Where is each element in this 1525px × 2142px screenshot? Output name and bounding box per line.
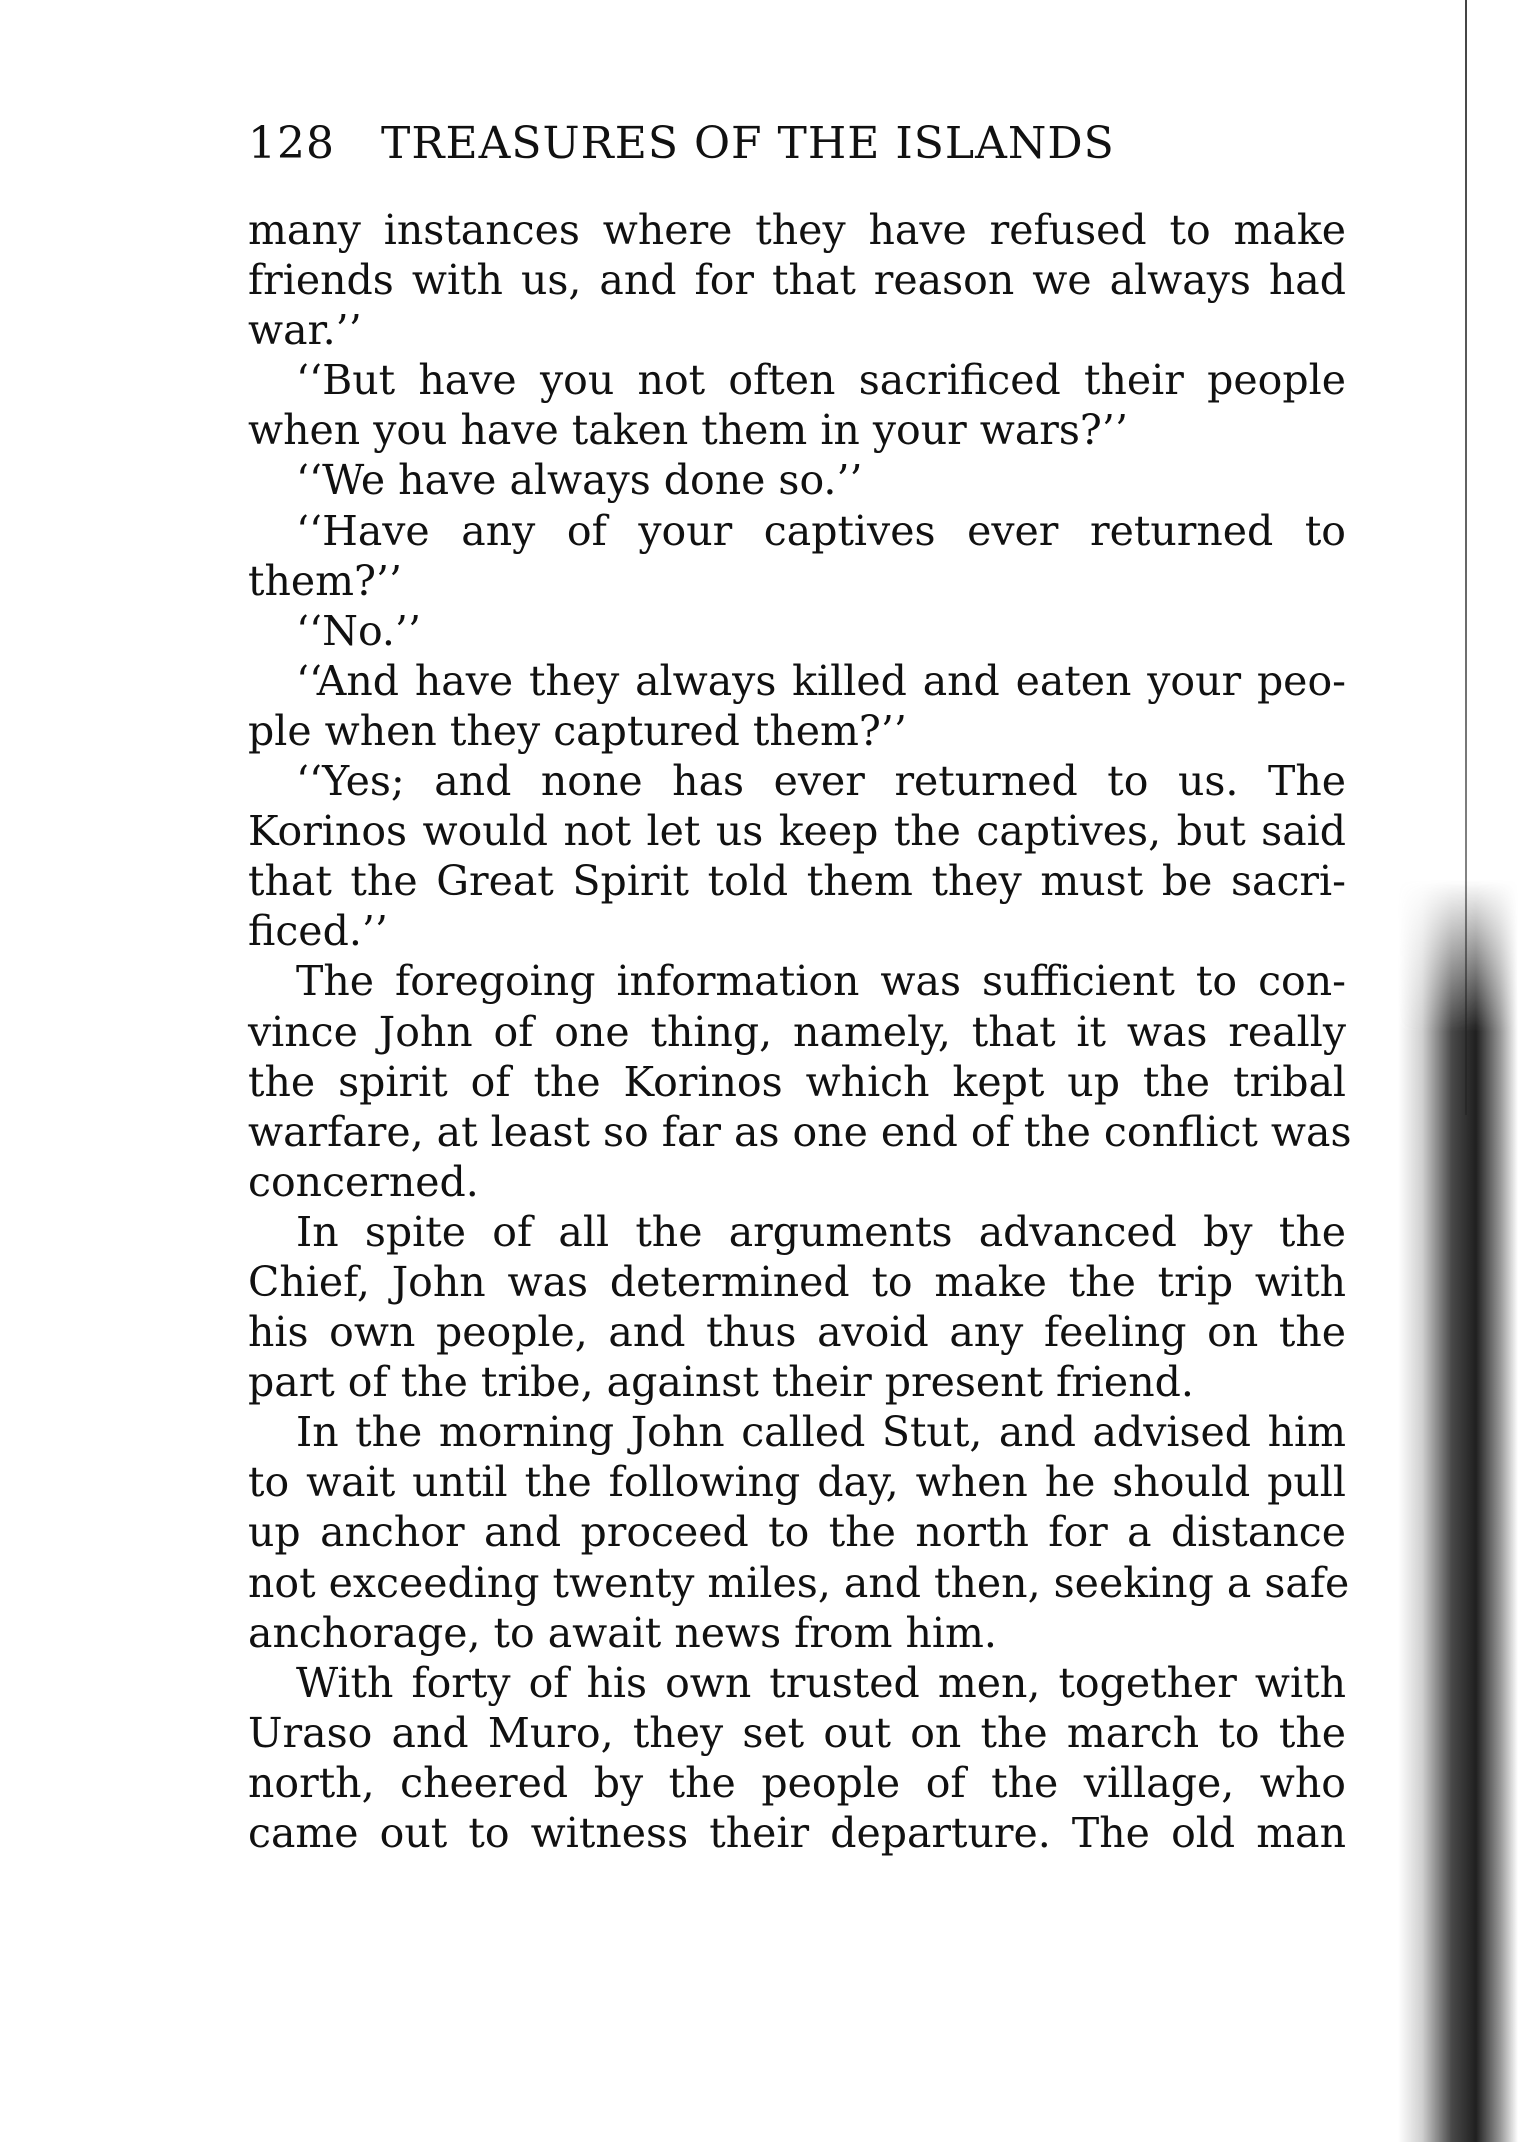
running-title: TREASURES OF THE ISLANDS	[380, 118, 1115, 169]
text-line: warfare, at least so far as one end of the conflict was	[248, 1107, 1352, 1156]
running-header	[248, 118, 1208, 169]
text-line: many instances where they have refused to make	[248, 206, 1346, 254]
text-line: Chief, John was determined to make the trip with	[248, 1257, 1346, 1306]
text-line: his own people, and thus avoid any feeling on the	[248, 1308, 1346, 1357]
text-line: them?’’	[248, 556, 403, 605]
text-line: vince John of one thing, namely, that it was really	[248, 1007, 1346, 1056]
text-line: Korinos would not let us keep the captives, but said	[248, 807, 1346, 856]
text-line: north, cheered by the people of the village, who	[248, 1758, 1346, 1807]
text-line: ‘‘And have they always killed and eaten your peo-	[296, 656, 1346, 705]
binding-shadow	[1398, 880, 1518, 2142]
text-line: ple when they captured them?’’	[248, 706, 907, 755]
page-number: 128	[248, 118, 335, 169]
text-line: With forty of his own trusted men, together with	[296, 1658, 1346, 1707]
text-line: ‘‘Have any of your captives ever returned to	[296, 506, 1346, 555]
text-line: Uraso and Muro, they set out on the march to the	[248, 1708, 1346, 1757]
text-line: war.’’	[248, 306, 362, 355]
text-line: ficed.’’	[248, 907, 388, 956]
text-line: came out to witness their departure. The old man	[248, 1809, 1346, 1857]
text-line: to wait until the following day, when he should pull	[248, 1458, 1346, 1507]
text-line: that the Great Spirit told them they must be sacri-	[248, 857, 1346, 906]
text-line: up anchor and proceed to the north for a distance	[248, 1508, 1346, 1557]
body-text	[248, 205, 1352, 1858]
text-line: ‘‘Yes; and none has ever returned to us. The	[296, 757, 1346, 806]
text-line: anchorage, to await news from him.	[248, 1608, 997, 1657]
text-line: In spite of all the arguments advanced by the	[296, 1207, 1346, 1256]
text-line: ‘‘But have you not often sacrificed their people	[296, 356, 1346, 405]
text-line: concerned.	[248, 1157, 479, 1206]
text-line: part of the tribe, against their present friend.	[248, 1358, 1194, 1407]
text-line: The foregoing information was sufficient to con-	[296, 957, 1346, 1006]
text-line: In the morning John called Stut, and advised him	[296, 1408, 1346, 1457]
text-line: ‘‘No.’’	[296, 606, 422, 655]
text-line: not exceeding twenty miles, and then, seeking a safe	[248, 1558, 1350, 1607]
text-line: friends with us, and for that reason we always had	[248, 256, 1346, 305]
text-line: the spirit of the Korinos which kept up the tribal	[248, 1057, 1346, 1106]
text-line: when you have taken them in your wars?’’	[248, 406, 1128, 455]
text-line: ‘‘We have always done so.’’	[296, 456, 863, 505]
